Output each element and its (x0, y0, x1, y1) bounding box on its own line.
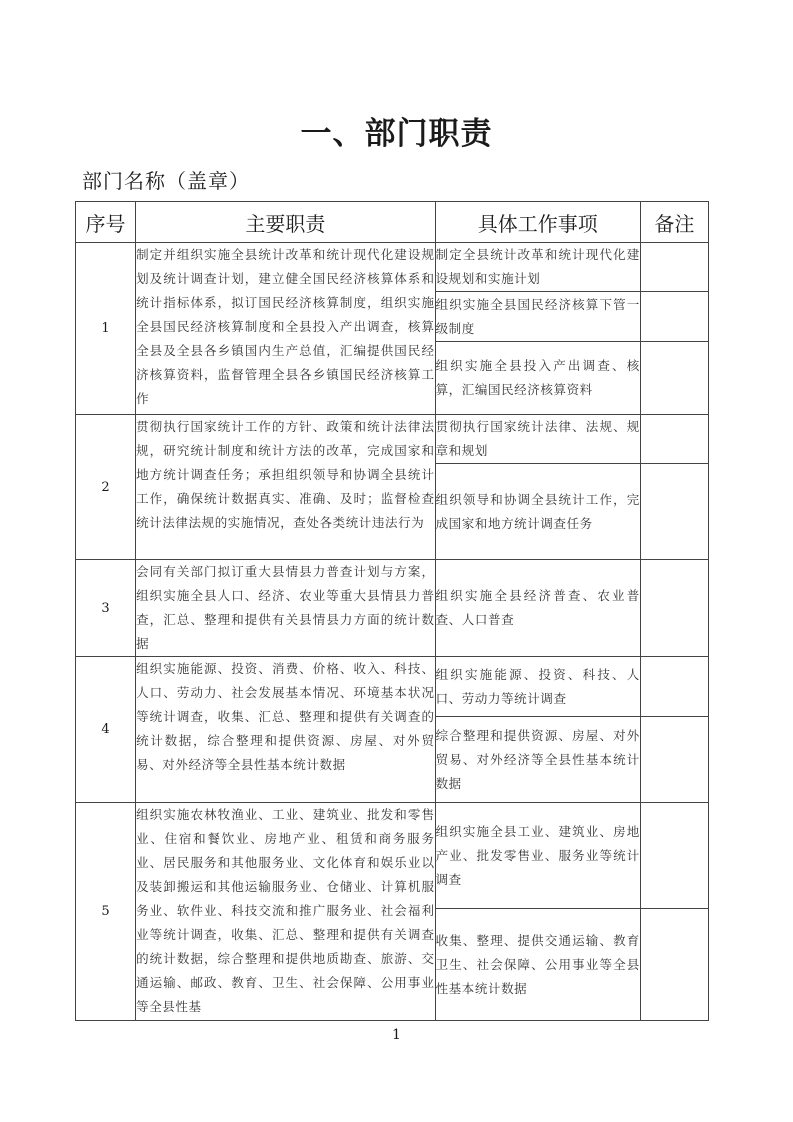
row-number: 3 (76, 560, 136, 657)
note-cell (640, 415, 708, 464)
row-number: 4 (76, 657, 136, 803)
header-main-duty: 主要职责 (136, 202, 435, 243)
work-item-cell: 组织实施全县经济普查、农业普查、人口普查 (435, 560, 640, 657)
duty-table (75, 201, 709, 1021)
table-row (76, 560, 709, 657)
main-duty-cell: 会同有关部门拟订重大县情县力普查计划与方案，组织实施全县人口、经济、农业等重大县情县力普查，汇总、整理和提供有关县情县力方面的统计数据 (136, 560, 435, 657)
work-item-cell: 组织实施全县国民经济核算下管一级制度 (435, 292, 640, 342)
row-number: 1 (76, 243, 136, 415)
work-item-cell: 综合整理和提供资源、房屋、对外贸易、对外经济等全县性基本统计数据 (435, 717, 640, 803)
row-number: 5 (76, 803, 136, 1021)
department-name-label: 部门名称（盖章） (82, 169, 250, 193)
work-item-cell: 制定全县统计改革和统计现代化建设规划和实施计划 (435, 243, 640, 292)
work-item-cell: 组织实施能源、投资、科技、人口、劳动力等统计调查 (435, 657, 640, 717)
note-cell (640, 560, 708, 657)
page-number: 1 (392, 1027, 401, 1043)
work-item-cell: 组织领导和协调全县统计工作，完成国家和地方统计调查任务 (435, 464, 640, 560)
note-cell (640, 464, 708, 560)
header-no: 序号 (76, 202, 136, 243)
work-item-cell: 组织实施全县工业、建筑业、房地产业、批发零售业、服务业等统计调查 (435, 803, 640, 909)
table-header-row (76, 202, 709, 243)
note-cell (640, 292, 708, 342)
header-work-item: 具体工作事项 (435, 202, 640, 243)
row-number: 2 (76, 415, 136, 560)
work-item-cell: 收集、整理、提供交通运输、教育卫生、社会保障、公用事业等全县性基本统计数据 (435, 909, 640, 1021)
table-row (76, 803, 709, 909)
page-title: 一、部门职责 (300, 116, 493, 152)
main-duty-cell: 制定并组织实施全县统计改革和统计现代化建设规划及统计调查计划，建立健全国民经济核算体系和统计指标体系，拟订国民经济核算制度，组织实施全县国民经济核算制度和全县投入产出调查，核算全县及全县各乡镇国内生产总值，汇编提供国民经济核算资料，监督管理全县各乡镇国民经济核算工作 (136, 243, 435, 415)
note-cell (640, 717, 708, 803)
note-cell (640, 342, 708, 415)
work-item-cell: 组织实施全县投入产出调查、核算，汇编国民经济核算资料 (435, 342, 640, 415)
main-duty-cell: 组织实施农林牧渔业、工业、建筑业、批发和零售业、住宿和餐饮业、房地产业、租赁和商务服务业、居民服务和其他服务业、文化体育和娱乐业以及装卸搬运和其他运输服务业、仓储业、计算机服务业、软件业、科技交流和推广服务业、社会福利业等统计调查，收集、汇总、整理和提供有关调查的统计数据，综合整理和提供地质勘查、旅游、交通运输、邮政、教育、卫生、社会保障、公用事业等全县性基 (136, 803, 435, 1021)
table-row (76, 243, 709, 292)
table-row (76, 657, 709, 717)
main-duty-cell: 组织实施能源、投资、消费、价格、收入、科技、人口、劳动力、社会发展基本情况、环境基本状况等统计调查，收集、汇总、整理和提供有关调查的统计数据，综合整理和提供资源、房屋、对外贸易、对外经济等全县性基本统计数据 (136, 657, 435, 803)
work-item-cell: 贯彻执行国家统计法律、法规、规章和规划 (435, 415, 640, 464)
note-cell (640, 909, 708, 1021)
table-row (76, 415, 709, 464)
note-cell (640, 803, 708, 909)
header-note: 备注 (640, 202, 708, 243)
note-cell (640, 243, 708, 292)
main-duty-cell: 贯彻执行国家统计工作的方针、政策和统计法律法规，研究统计制度和统计方法的改革，完成国家和地方统计调查任务；承担组织领导和协调全县统计工作，确保统计数据真实、准确、及时；监督检查统计法律法规的实施情况，查处各类统计违法行为 (136, 415, 435, 560)
note-cell (640, 657, 708, 717)
